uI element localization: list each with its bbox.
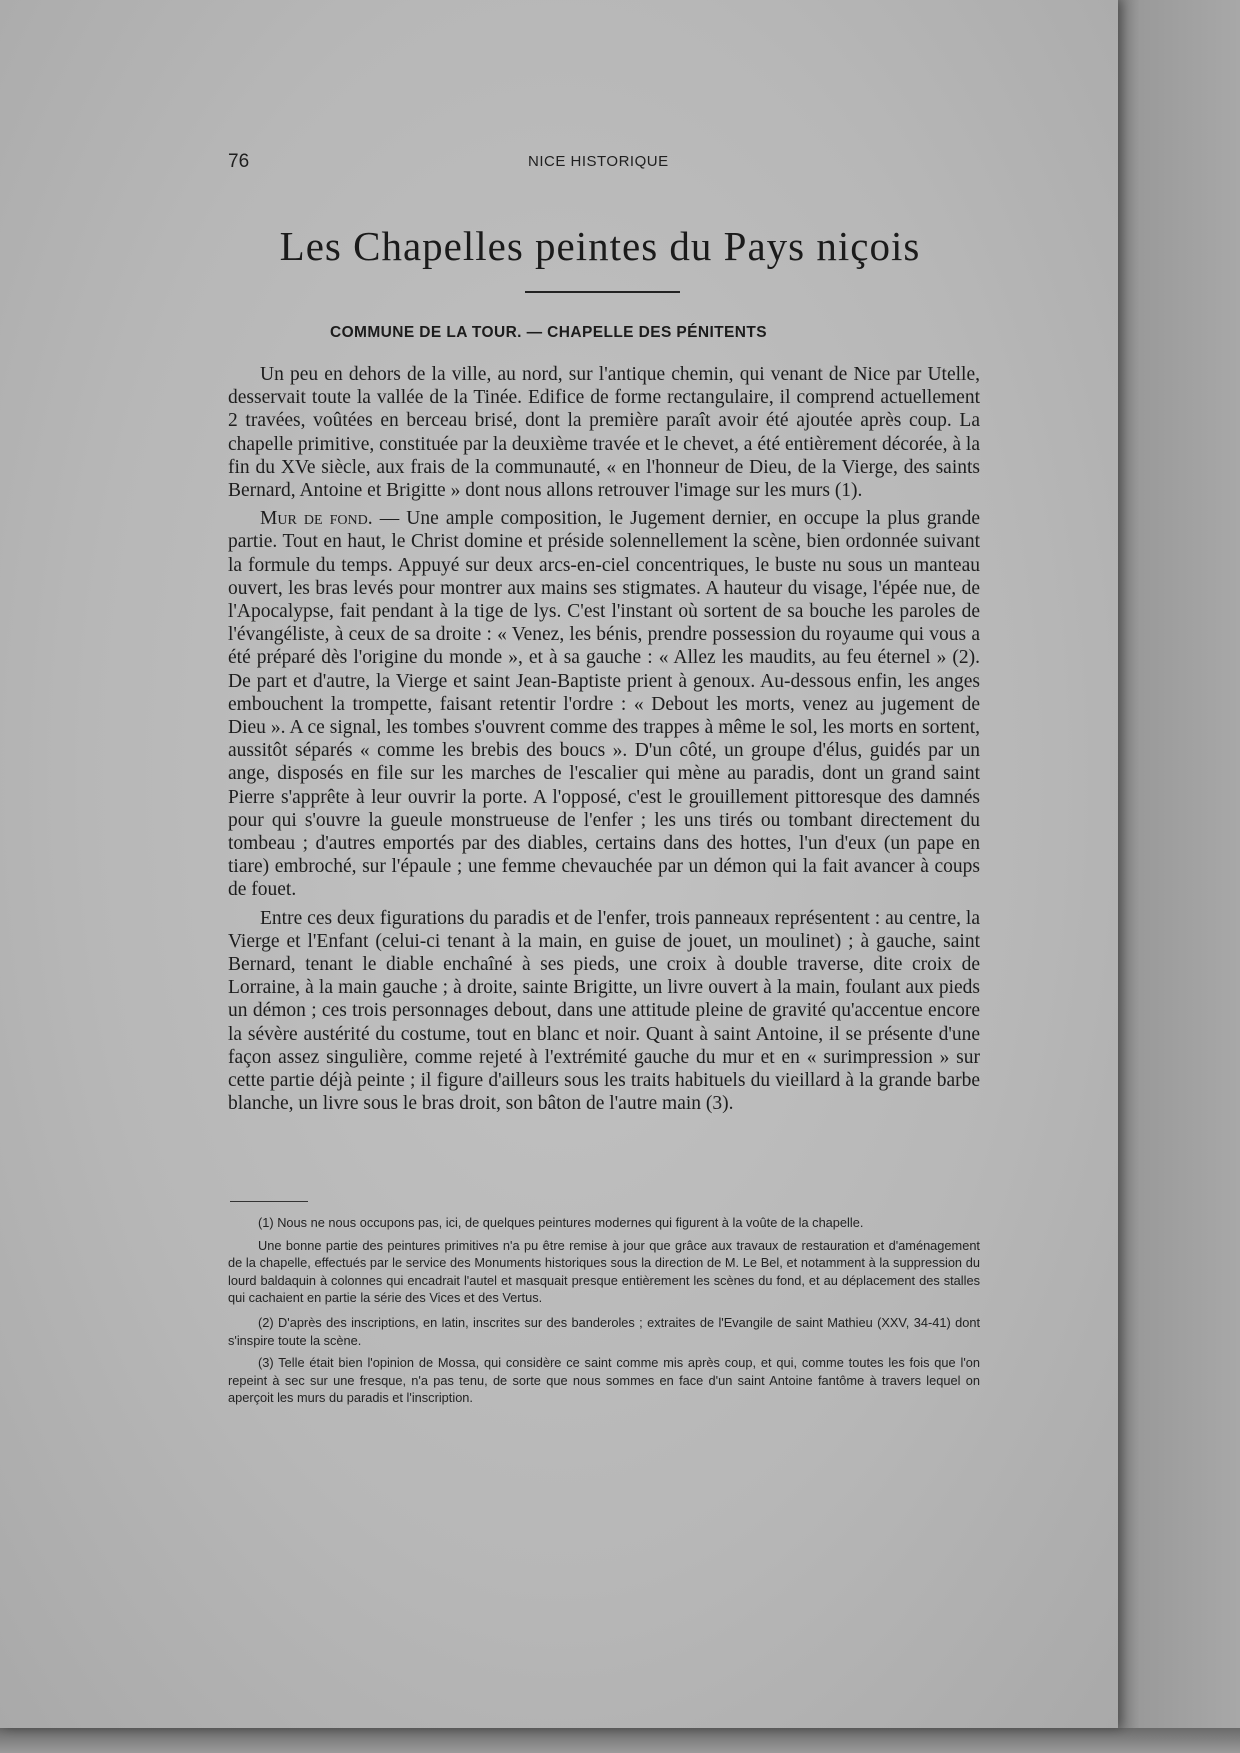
- page-header: [228, 151, 1008, 175]
- section-subtitle: COMMUNE DE LA TOUR. — CHAPELLE DES PÉNITENTS: [330, 324, 767, 341]
- title-rule: [525, 291, 680, 293]
- scan-bottom-strip: [0, 1728, 1240, 1753]
- article-body: [228, 363, 980, 1121]
- footnotes: [228, 1214, 980, 1412]
- article-title: Les Chapelles peintes du Pays niçois: [279, 223, 921, 269]
- paragraph-mur-de-fond-text: — Une ample composition, le Jugement dernier, en occupe la plus grande partie. Tout en haut, le Christ domine et préside solennellement la scène, bien ordonnée suivant la formule du temps. Appuyé sur deux arcs-en-ciel concentriques, le buste nu sous un manteau ouvert, les bras levés pour montrer aux mains ses stigmates. A hauteur du visage, l'épée nue, de l'Apocalypse, fait pendant à la tige de lys. C'est l'instant où sortent de sa bouche les paroles de l'évangéliste, à ceux de sa droite : « Venez, les bénis, prendre possession du royaume qui vous a été préparé dès l'origine du monde », et à sa gauche : « Allez les maudits, au feu éternel » (2). De part et d'autre, la Vierge et saint Jean-Baptiste prient à genoux. Au-dessous enfin, les anges embouchent la trompette, faisant retentir l'ordre : « Debout les morts, venez au jugement de Dieu ». A ce signal, les tombes s'ouvrent comme des trappes à même le sol, les morts en sortent, aussitôt séparés « comme les brebis des boucs ». D'un côté, un groupe d'élus, guidés par un ange, disposés en file sur les marches de l'escalier qui mène au paradis, dont un grand saint Pierre s'apprête à leur ouvrir la porte. A l'opposé, c'est le grouillement pittoresque des damnés pour qui s'ouvre la gueule monstrueuse de l'enfer ; les uns tirés ou tombant directement du tombeau ; d'autres emportés par des diables, certains dans des hottes, l'un d'eux (un pape en tiare) embroché, sur l'épaule ; une femme chevauchée par un démon qui la fait avancer à coups de fouet.: [228, 508, 980, 901]
- footnote-1-continued: Une bonne partie des peintures primitives n'a pu être remise à jour que grâce aux travaux de restauration et d'aménagement de la chapelle, effectués par le service des Monuments historiques sous la direction de M. Le Bel, et notamment à la suppression du lourd baldaquin à colonnes qui encadrait l'autel et masquait presque entièrement les scènes du fond, et au déplacement des stalles qui cachaient en partie la série des Vices et des Vertus.: [228, 1237, 980, 1306]
- page-edge-shadow: [1118, 0, 1240, 1753]
- page-number: 76: [228, 151, 250, 172]
- footnotes-rule: [230, 1201, 308, 1202]
- paragraph-intro: Un peu en dehors de la ville, au nord, sur l'antique chemin, qui venant de Nice par Utelle, desservait toute la vallée de la Tinée. Edifice de forme rectangulaire, il comprend actuellement 2 travées, voûtées en berceau brisé, dont la première paraît avoir été ajoutée après coup. La chapelle primitive, constituée par la deuxième travée et le chevet, a été entièrement décorée, à la fin du XVe siècle, aux frais de la communauté, « en l'honneur de Dieu, de la Vierge, des saints Bernard, Antoine et Brigitte » dont nous allons retrouver l'image sur les murs (1).: [228, 364, 980, 502]
- paragraph-heading: Mur de fond.: [260, 508, 373, 530]
- footnote-2: (2) D'après des inscriptions, en latin, inscrites sur des banderoles ; extraites de l'Evangile de saint Mathieu (XXV, 34-41) dont s'inspire toute la scène.: [228, 1314, 980, 1348]
- paragraph-panneaux: Entre ces deux figurations du paradis et de l'enfer, trois panneaux représentent : au centre, la Vierge et l'Enfant (celui-ci tenant à la main, en guise de jouet, un moulinet) ; à gauche, saint Bernard, tenant le diable enchaîné à ses pieds, une croix à double traverse, dite croix de Lorraine, à la main gauche ; à droite, sainte Brigitte, un livre ouvert à la main, foulant aux pieds un démon ; ces trois personnages debout, dans une attitude pleine de gravité qu'accentue encore la sévère austérité du costume, tout en blanc et noir. Quant à saint Antoine, il se présente d'une façon assez singulière, comme rejeté à l'extrémité gauche du mur et en « surimpression » sur cette partie déjà peinte ; il figure d'ailleurs sous les traits habituels du vieillard à la grande barbe blanche, un livre sous le bras droit, son bâton de l'autre main (3).: [228, 907, 980, 1115]
- footnote-1: (1) Nous ne nous occupons pas, ici, de quelques peintures modernes qui figurent à la voûte de la chapelle.: [258, 1215, 864, 1230]
- paragraph-mur-de-fond: [228, 507, 980, 901]
- footnote-3: (3) Telle était bien l'opinion de Mossa, qui considère ce saint comme mis après coup, et qui, comme toutes les fois que l'on repeint à sec sur une fresque, n'a pas tenu, de sorte que nous sommes en face d'un saint Antoine fantôme à travers lequel on aperçoit les murs du paradis et l'inscription.: [228, 1355, 980, 1406]
- running-head: NICE HISTORIQUE: [528, 153, 669, 170]
